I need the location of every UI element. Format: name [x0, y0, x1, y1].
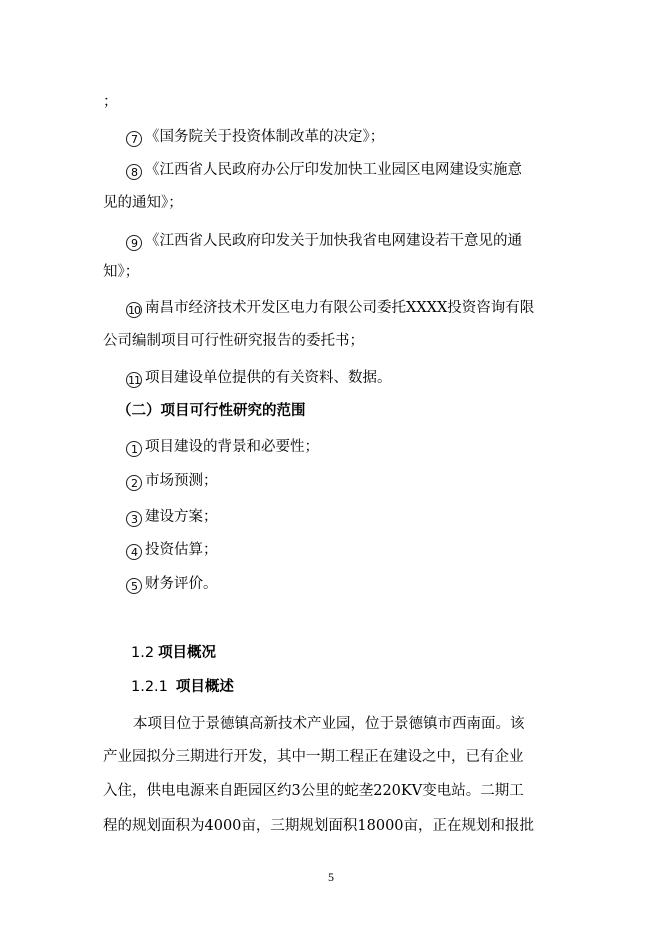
- basis-item-text: 《江西省人民政府印发关于加快我省电网建设若干意见的通: [145, 233, 522, 249]
- page-number: 5: [328, 870, 334, 884]
- scope-item-1: [126, 437, 662, 457]
- section-title: 项目概况: [158, 644, 217, 661]
- basis-item-10: [126, 298, 662, 318]
- section-number: 1.2.1: [131, 679, 168, 695]
- scope-item-text: 投资估算；: [145, 542, 218, 558]
- scope-item-2: [126, 471, 662, 491]
- basis-item-8-continued: 见的通知》；: [103, 195, 183, 211]
- overview-line-3: 入住，供电电源来自距园区约3公里的蛇垄220KV变电站。二期工: [103, 783, 524, 799]
- circled-number: 2: [126, 475, 142, 491]
- basis-item-8: [126, 160, 662, 180]
- section-heading-1-2-1: [131, 677, 662, 697]
- basis-item-text: 项目建设单位提供的有关资料、数据。: [145, 370, 392, 386]
- scope-item-text: 建设方案；: [145, 509, 218, 525]
- scope-item-text: 市场预测；: [145, 473, 218, 489]
- circled-number: 4: [126, 544, 142, 560]
- scope-item-5: [126, 574, 662, 594]
- circled-number: 10: [128, 304, 140, 317]
- basis-item-text: 《江西省人民政府办公厅印发加快工业园区电网建设实施意: [145, 162, 522, 178]
- section-heading-1-2: [131, 643, 662, 663]
- scope-item-4: [126, 540, 662, 560]
- section-title: 项目概述: [175, 678, 234, 695]
- overview-line-4: 程的规划面积为4000亩，三期规划面积18000亩，正在规划和报批: [103, 818, 535, 834]
- basis-item-text: 南昌市经济技术开发区电力有限公司委托XXXX投资咨询有限: [145, 300, 535, 316]
- scope-item-text: 财务评价。: [145, 576, 218, 592]
- circled-number: 3: [126, 511, 142, 527]
- overview-line-1: 本项目位于景德镇高新技术产业园，位于景德镇市西南面。该: [133, 716, 525, 732]
- basis-item-10-continued: 公司编制项目可行性研究报告的委托书；: [103, 333, 364, 349]
- section-number: 1.2: [131, 645, 155, 661]
- basis-item-text: 《国务院关于投资体制改革的决定》；: [145, 129, 385, 145]
- circled-number: 1: [126, 441, 142, 457]
- circled-number: 5: [126, 578, 142, 594]
- circled-number: 7: [126, 131, 142, 147]
- circled-number: 11: [128, 374, 140, 387]
- scope-item-text: 项目建设的背景和必要性；: [145, 439, 319, 455]
- scope-item-3: [126, 507, 662, 527]
- basis-item-7: [126, 127, 662, 147]
- overview-line-2: 产业园拟分三期进行开发，其中一期工程正在建设之中，已有企业: [103, 749, 524, 765]
- circled-number: 9: [126, 235, 142, 251]
- circled-number: 8: [126, 164, 142, 180]
- top-fragment: ；: [103, 94, 118, 110]
- scope-heading: （二）项目可行性研究的范围: [117, 402, 306, 419]
- basis-item-9-continued: 知》；: [103, 264, 140, 280]
- basis-item-9: [126, 231, 662, 251]
- basis-item-11: [126, 368, 662, 388]
